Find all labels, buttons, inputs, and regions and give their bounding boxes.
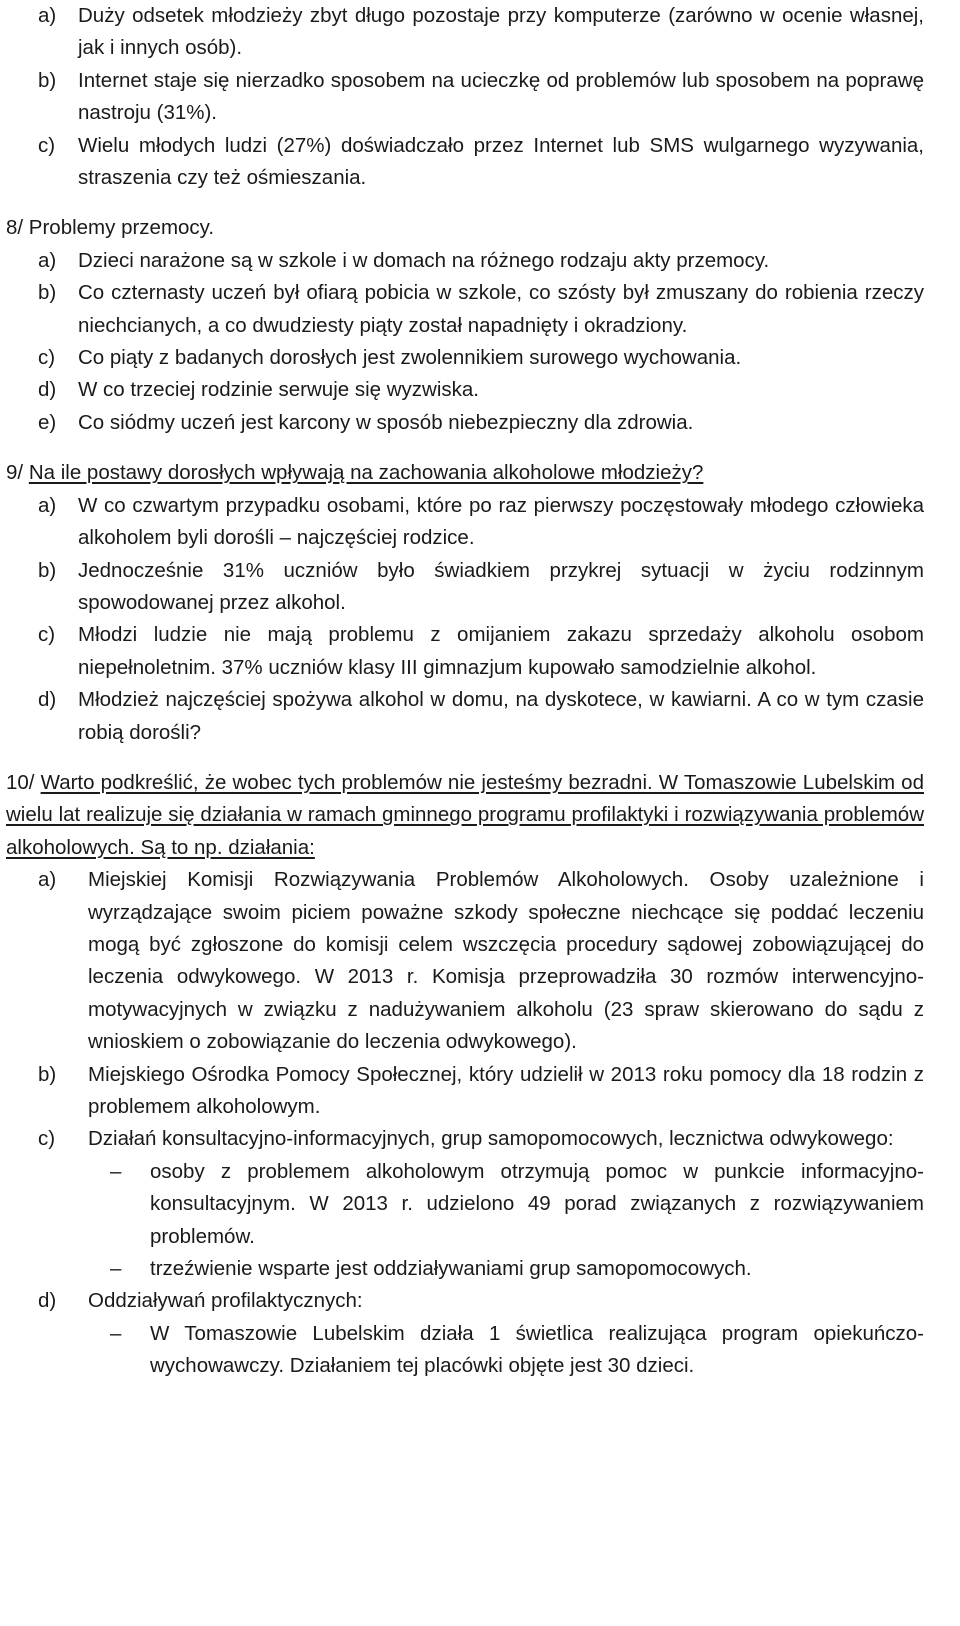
item-label: a)	[38, 4, 57, 27]
list-item	[0, 407, 960, 439]
list-item	[0, 342, 960, 374]
list-item	[0, 1059, 960, 1124]
sub-list-item	[0, 1253, 960, 1285]
item-text: W co trzeciej rodzinie serwuje się wyzwiska.	[78, 378, 480, 402]
item-text: Wielu młodych ludzi (27%) doświadczało przez Internet lub SMS wulgarnego wyzywania, straszenia czy też ośmieszania.	[78, 133, 924, 190]
item-label: d)	[38, 1289, 57, 1313]
list-item	[0, 619, 960, 684]
sub-list-item	[0, 1318, 960, 1383]
item-text: Jednocześnie 31% uczniów było świadkiem przykrej sytuacji w życiu rodzinnym spowodowanej przez alkohol.	[78, 558, 924, 614]
item-label: b)	[38, 68, 57, 92]
item-label: c)	[38, 623, 56, 647]
spacer	[0, 749, 960, 767]
item-text: Co piąty z badanych dorosłych jest zwolennikiem surowego wychowania.	[78, 346, 742, 370]
item-label: b)	[38, 558, 57, 582]
item-label: a)	[38, 248, 57, 272]
section-title: Na ile postawy dorosłych wpływają na zachowania alkoholowe młodzieży?	[28, 461, 704, 485]
sub-item-text: trzeźwienie wsparte jest oddziaływaniami grup samopomocowych.	[150, 1257, 752, 1281]
item-label: d)	[38, 378, 57, 402]
item-label: b)	[38, 281, 57, 305]
list-item	[0, 490, 960, 555]
sub-item-text: W Tomaszowie Lubelskim działa 1 świetlica realizująca program opiekuńczo-wychowawczy. Działaniem tej placówki objęte jest 30 dzieci.	[150, 1321, 924, 1378]
list-item	[0, 684, 960, 749]
item-text: Miejskiej Komisji Rozwiązywania Problemów Alkoholowych. Osoby uzależnione i wyrządzające swoim piciem poważne szkody społeczne niechcące się poddać leczeniu mogą być zgłoszone do komisji celem wszczęcia procedury sądowej zobowiązującej do leczenia odwykowego. W 2013 r. Komisja przeprowadziła 30 rozmów interwencyjno-motywacyjnych w związku z nadużywaniem alkoholu (23 spraw skierowano do sądu z wnioskiem o zobowiązanie do leczenia odwykowego).	[88, 868, 924, 1054]
dash-bullet: –	[110, 1257, 122, 1281]
section-number: 9/	[6, 461, 24, 485]
intro-list	[0, 0, 960, 194]
section-8	[0, 212, 960, 439]
item-text: Internet staje się nierzadko sposobem na ucieczkę od problemów lub sposobem na poprawę nastroju (31%).	[78, 68, 924, 125]
item-label: a)	[38, 493, 57, 517]
item-text: W co czwartym przypadku osobami, które po raz pierwszy poczęstowały młodego człowieka alkoholem byli dorośli – najczęściej rodzice.	[78, 493, 924, 550]
section-title: Warto podkreślić, że wobec tych problemów nie jesteśmy bezradni. W Tomaszowie Lubelskim od wielu lat realizuje się działania w ramach gminnego programu profilaktyki i rozwiązywania problemów alkoholowych. Są to np. działania:	[6, 770, 924, 859]
item-text: Miejskiego Ośrodka Pomocy Społecznej, który udzielił w 2013 roku pomocy dla 18 rodzin z problemem alkoholowym.	[88, 1062, 924, 1118]
dash-bullet: –	[110, 1159, 122, 1183]
item-text: Dzieci narażone są w szkole i w domach na różnego rodzaju akty przemocy.	[78, 248, 770, 272]
item-text: Duży odsetek młodzieży zbyt długo pozostaje przy komputerze (zarówno w ocenie własnej, jak i innych osób).	[78, 4, 924, 60]
list-item	[0, 374, 960, 406]
section-number: 10/	[6, 770, 35, 794]
list-item	[0, 555, 960, 620]
sub-list-item	[0, 1156, 960, 1253]
section-10	[0, 767, 960, 1383]
section-9	[0, 457, 960, 749]
item-label: b)	[38, 1062, 57, 1086]
item-label: c)	[38, 346, 56, 370]
spacer	[0, 194, 960, 212]
item-label: c)	[38, 133, 56, 157]
section-8-heading: 8/ Problemy przemocy.	[6, 216, 215, 240]
item-text: Co czternasty uczeń był ofiarą pobicia w szkole, co szósty był zmuszany do robienia rzeczy niechcianych, a co dwudziesty piąty został napadnięty i okradziony.	[78, 281, 924, 337]
list-item	[0, 1123, 960, 1155]
list-item	[0, 65, 960, 130]
item-text: Młodzież najczęściej spożywa alkohol w domu, na dyskotece, w kawiarni. A co w tym czasie robią dorośli?	[78, 688, 924, 744]
dash-bullet: –	[110, 1321, 122, 1345]
sub-item-text: osoby z problemem alkoholowym otrzymują pomoc w punkcie informacyjno-konsultacyjnym. W 2013 r. udzielono 49 porad związanych z rozwiązywaniem problemów.	[150, 1159, 924, 1248]
list-item	[0, 277, 960, 342]
list-item	[0, 0, 960, 65]
item-text: Oddziaływań profilaktycznych:	[88, 1289, 363, 1313]
list-item	[0, 1285, 960, 1317]
list-item	[0, 245, 960, 277]
section-10-heading	[0, 767, 960, 864]
spacer	[0, 439, 960, 457]
list-item	[0, 130, 960, 195]
item-label: d)	[38, 688, 57, 712]
item-label: e)	[38, 410, 57, 434]
item-text: Co siódmy uczeń jest karcony w sposób niebezpieczny dla zdrowia.	[78, 410, 694, 434]
list-item	[0, 864, 960, 1058]
item-label: a)	[38, 868, 57, 892]
item-text: Działań konsultacyjno-informacyjnych, grup samopomocowych, lecznictwa odwykowego:	[88, 1127, 894, 1151]
item-label: c)	[38, 1127, 56, 1151]
section-9-heading	[0, 457, 960, 489]
item-text: Młodzi ludzie nie mają problemu z omijaniem zakazu sprzedaży alkoholu osobom niepełnoletnim. 37% uczniów klasy III gimnazjum kupowało samodzielnie alkohol.	[78, 623, 924, 679]
